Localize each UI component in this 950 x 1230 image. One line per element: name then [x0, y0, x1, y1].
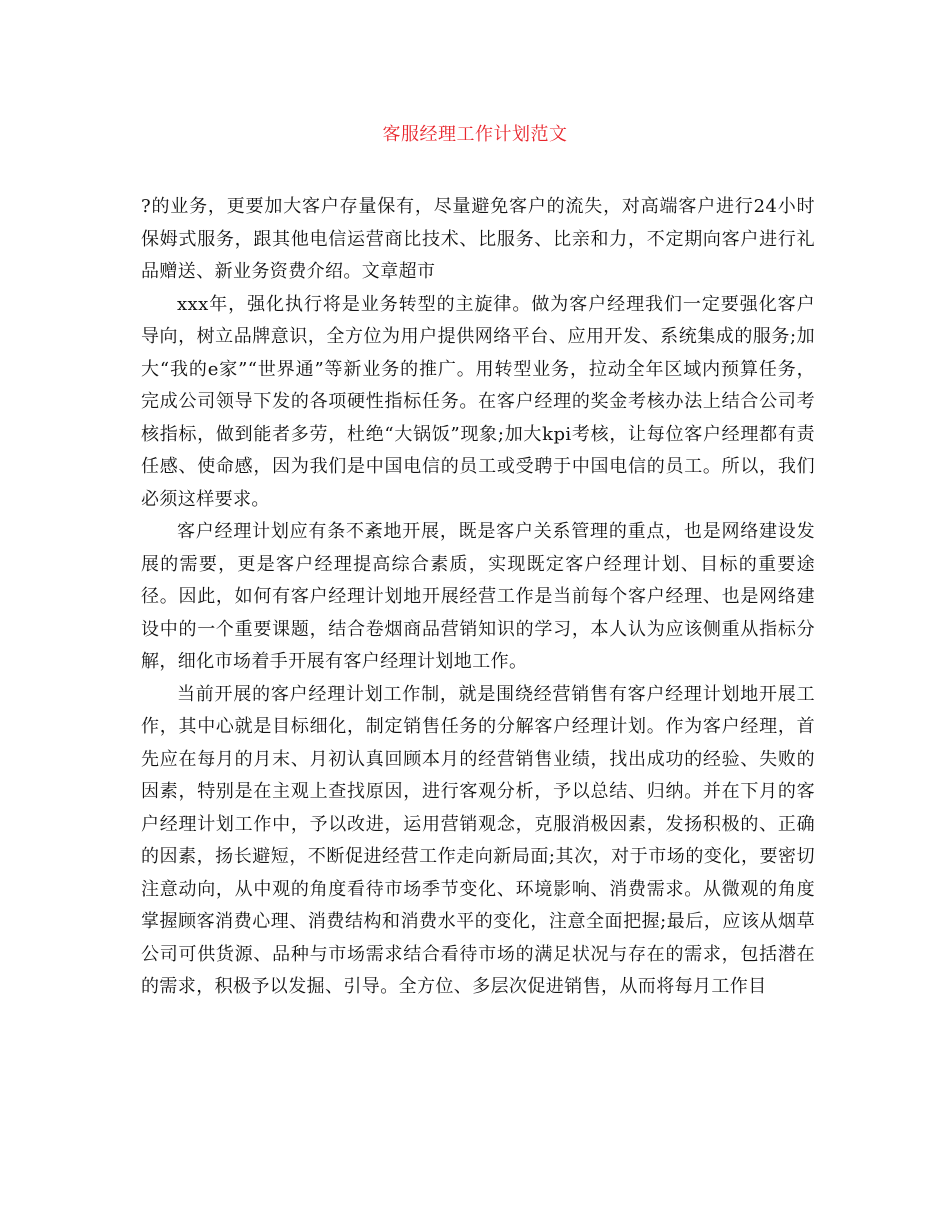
paragraph-4: 当前开展的客户经理计划工作制，就是围绕经营销售有客户经理计划地开展工作，其中心就是目标细化，制定销售任务的分解客户经理计划。作为客户经理，首先应在每月的月末、月初认真回顾本月的经营销售业绩，找出成功的经验、失败的因素，特别是在主观上查找原因，进行客观分析，予以总结、归纳。并在下月的客户经理计划工作中，予以改进，运用营销观念，克服消极因素，发扬积极的、正确的因素，扬长避短，不断促进经营工作走向新局面;其次，对于市场的变化，要密切注意动向，从中观的角度看待市场季节变化、环境影响、消费需求。从微观的角度掌握顾客消费心理、消费结构和消费水平的变化，注意全面把握;最后，应该从烟草公司可供货源、品种与市场需求结合看待市场的满足状况与存在的需求，包括潜在的需求，积极予以发掘、引导。全方位、多层次促进销售，从而将每月工作目	[141, 683, 815, 997]
document-title: 客服经理工作计划范文	[382, 124, 568, 145]
paragraph-1: ?的业务，更要加大客户存量保有，尽量避免客户的流失，对高端客户进行24小时保姆式服务，跟其他电信运营商比技术、比服务、比亲和力，不定期向客户进行礼品赠送、新业务资费介绍。文章超市	[141, 196, 815, 282]
document-body	[141, 191, 815, 1004]
paragraph-2: xxx年，强化执行将是业务转型的主旋律。做为客户经理我们一定要强化客户导向，树立品牌意识，全方位为用户提供网络平台、应用开发、系统集成的服务;加大“我的e家”“世界通”等新业务的推广。用转型业务，拉动全年区域内预算任务，完成公司领导下发的各项硬性指标任务。在客户经理的奖金考核办法上结合公司考核指标，做到能者多劳，杜绝“大锅饭”现象;加大kpi考核，让每位客户经理都有责任感、使命感，因为我们是中国电信的员工或受聘于中国电信的员工。所以，我们必须这样要求。	[141, 293, 815, 510]
paragraph-3: 客户经理计划应有条不紊地开展，既是客户关系管理的重点，也是网络建设发展的需要，更是客户经理提高综合素质，实现既定客户经理计划、目标的重要途径。因此，如何有客户经理计划地开展经营工作是当前每个客户经理、也是网络建设中的一个重要课题，结合卷烟商品营销知识的学习，本人认为应该侧重从指标分解，细化市场着手开展有客户经理计划地工作。	[141, 521, 815, 672]
